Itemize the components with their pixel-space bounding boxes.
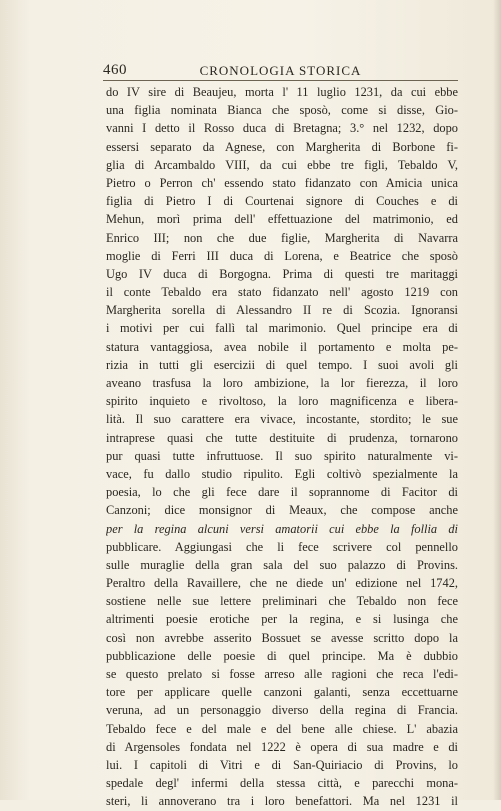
header-rule <box>103 80 458 81</box>
text-line: per la regina alcuni versi amatorii cui ebbe la follia di <box>106 521 458 536</box>
text-line: poesia, lo che gli fece dare il soprannome di Facitor di <box>106 485 458 500</box>
text-line: statura vantaggiosa, avea nobile il portamento e molta pe- <box>106 339 458 354</box>
text-line: se questo prelato si fosse arreso alle ragioni che reca l'edi- <box>106 667 458 681</box>
text-line: glia di Arcambaldo VIII, da cui ebbe tre figli, Tebaldo V, <box>106 157 458 172</box>
text-line: moglie di Ferri III duca di Lorena, e Beatrice che sposò <box>106 248 458 263</box>
running-header <box>103 62 458 80</box>
text-line: vace, fu dallo studio ripulito. Egli coltivò spezialmente la <box>106 466 458 481</box>
text-line: altrimenti poesie erotiche per la regina, e si lusinga che <box>106 612 458 627</box>
text-line: di Argensoles fondata nel 1222 è opera di sua madre e di <box>106 739 458 754</box>
text-line: sostiene nelle sue lettere preliminari che Tebaldo non fece <box>106 594 458 609</box>
text-line: una figlia nominata Bianca che sposò, come si disse, Gio- <box>106 103 458 118</box>
text-line: tore per applicare quelle canzoni galanti, senza eccettuarne <box>106 685 458 700</box>
body-text <box>106 83 458 811</box>
text-line: i motivi per cui fallì tal marimonio. Quel principe era di <box>106 321 458 336</box>
text-line: Tebaldo fece e del male e del bene alle chiese. L' abazia <box>106 721 458 736</box>
text-line: Margherita sorella di Alessandro II re di Scozia. Ignoransi <box>106 303 458 318</box>
text-line: pubblicazione delle poesie di quel principe. Ma è dubbio <box>106 648 458 663</box>
text-line: essersi separato da Agnese, con Margherita di Borbone fi- <box>106 139 458 154</box>
text-line: Ugo IV duca di Borgogna. Prima di questi tre maritaggi <box>106 266 458 281</box>
text-line: rizia in tutti gli esercizii di quel tempo. I suoi avoli gli <box>106 357 458 372</box>
text-line: sulle muraglie della gran sala del suo palazzo di Provins. <box>106 557 458 572</box>
text-line: lità. Il suo carattere era vivace, incostante, stordito; le sue <box>106 412 458 427</box>
text-line: figlia di Pietro I di Courtenai signore di Couches e di <box>106 194 458 209</box>
text-line: lui. I capitoli di Vitri e di San-Quiriacio di Provins, lo <box>106 757 458 772</box>
text-line: Peraltro della Ravaillere, che ne diede un' edizione nel 1742, <box>106 576 458 591</box>
text-line: intraprese quasi che tutte destituite di prudenza, tornarono <box>106 430 458 445</box>
running-title: CRONOLOGIA STORICA <box>199 63 362 78</box>
text-line: do IV sire di Beaujeu, morta l' 11 luglio 1231, da cui ebbe <box>106 85 458 99</box>
text-line: il conte Tebaldo era stato fidanzato nell' agosto 1219 con <box>106 285 458 300</box>
text-line: pubblicare. Aggiungasi che li fece scrivere col pennello <box>106 539 458 554</box>
text-line: spedale degl' infermi della stessa città, e parecchi mona- <box>106 776 458 791</box>
text-line: Canzoni; dice monsignor di Meaux, che compose anche <box>106 503 458 518</box>
text-line: vanni I detto il Rosso duca di Bretagna; 3.° nel 1232, dopo <box>106 121 458 136</box>
text-line: così non avrebbe asserito Bossuet se avesse scritto dopo la <box>106 630 458 645</box>
text-line: pur quasi tutte infruttuose. Il suo spirito naturalmente vi- <box>106 448 458 463</box>
text-line: aveano trasfusa la loro ambizione, la lor fierezza, il loro <box>106 376 458 390</box>
text-line: spirito inquieto e rivoltoso, la loro magnificenza e libera- <box>106 394 458 409</box>
text-line: veruna, ad un personaggio diverso della regina di Francia. <box>106 703 458 718</box>
text-line: Mehun, morì prima dell' effettuazione del matrimonio, ed <box>106 212 458 227</box>
text-line: Enrico III; non che due figlie, Margherita di Navarra <box>106 230 458 245</box>
page-number: 460 <box>103 62 127 78</box>
text-line: steri, li annoverano tra i loro benefattori. Ma nel 1231 il <box>106 794 458 809</box>
text-line: Pietro o Perron ch' essendo stato fidanzato con Amicia unica <box>106 175 458 190</box>
